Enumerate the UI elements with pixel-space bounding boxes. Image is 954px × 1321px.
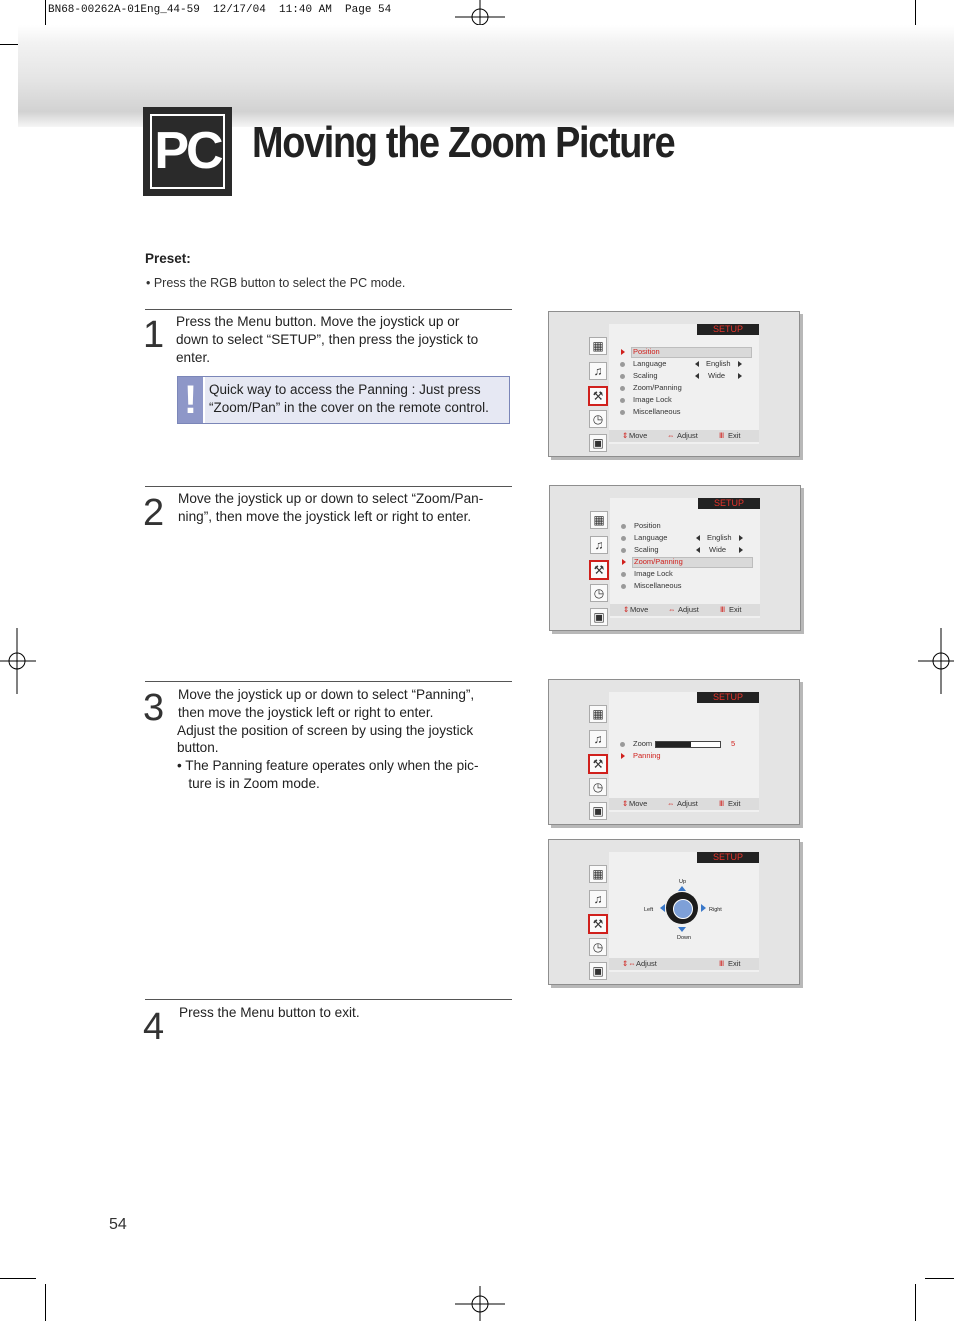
step-text xyxy=(179,1004,360,1022)
adjust-icon: ⇔ xyxy=(667,799,675,808)
osd-screen-4 xyxy=(548,839,800,985)
move-icon: ⇕ xyxy=(622,799,629,808)
pip-icon: ▣ xyxy=(589,802,607,820)
arrow-right-icon xyxy=(701,904,706,912)
step-line: Press the Menu button. Move the joystick up or xyxy=(176,314,460,329)
clock-icon: ◷ xyxy=(590,584,608,602)
step-text xyxy=(176,313,478,366)
step-line: • The Panning feature operates only when the pic- xyxy=(177,758,479,774)
adjust-icon: ⇔ xyxy=(668,605,676,614)
step-divider xyxy=(145,309,512,310)
joystick-up-label: Up xyxy=(679,879,687,885)
menu-item-zoom-panning[interactable]: Zoom/Panning xyxy=(609,382,759,394)
osd-screen-3 xyxy=(548,679,800,825)
joystick-down-label: Down xyxy=(677,935,692,941)
step-line: Move the joystick up or down to select “Zoom/Pan- xyxy=(178,491,484,506)
menu-item-image-lock[interactable]: Image Lock xyxy=(609,394,759,406)
adjust-icon: ⇕⇔ xyxy=(622,959,636,968)
registration-mark-right xyxy=(918,628,954,694)
move-icon: ⇕ xyxy=(623,605,630,614)
page-number: 54 xyxy=(109,1216,127,1233)
menu-item-position[interactable]: Position xyxy=(609,346,759,358)
pip-icon: ▣ xyxy=(589,962,607,980)
osd-screen-1 xyxy=(548,311,800,457)
menu-item-scaling[interactable]: Scaling Wide xyxy=(610,544,760,556)
note-line: Quick way to access the Panning : Just press xyxy=(209,382,481,397)
menu-item-language[interactable]: Language English xyxy=(610,532,760,544)
picture-icon: ▦ xyxy=(590,511,608,529)
step-line: Press the Menu button to exit. xyxy=(179,1005,360,1020)
osd-header: SETUP xyxy=(697,852,759,863)
preset-bullet: • Press the RGB button to select the PC mode. xyxy=(146,276,406,290)
step-line: Adjust the position of screen by using the joystick xyxy=(177,722,474,738)
sound-icon: ♫ xyxy=(589,890,607,908)
osd-footer: ⇕ Move ⇔ Adjust Ⅲ Exit xyxy=(609,798,759,810)
exclamation-icon: ! xyxy=(178,377,205,423)
section-badge-label: PC xyxy=(150,114,225,189)
pip-icon: ▣ xyxy=(589,434,607,452)
note-box xyxy=(177,376,510,424)
setup-icon: ⚒ xyxy=(588,386,608,406)
clock-icon: ◷ xyxy=(589,410,607,428)
crop-mark xyxy=(915,1284,916,1321)
step-line: Move the joystick up or down to select “Panning”, xyxy=(178,687,475,702)
section-badge xyxy=(143,107,232,196)
clock-icon: ◷ xyxy=(589,938,607,956)
step-number: 2 xyxy=(143,492,165,534)
registration-mark-bottom xyxy=(455,1286,505,1321)
sound-icon: ♫ xyxy=(590,536,608,554)
exit-icon: Ⅲ xyxy=(719,431,725,440)
osd-footer: ⇕ Move ⇔ Adjust Ⅲ Exit xyxy=(609,430,759,442)
preset-label: Preset: xyxy=(145,251,191,266)
sound-icon: ♫ xyxy=(589,362,607,380)
exit-icon: Ⅲ xyxy=(719,959,725,968)
step-line: button. xyxy=(177,740,219,756)
picture-icon: ▦ xyxy=(589,705,607,723)
picture-icon: ▦ xyxy=(589,865,607,883)
clock-icon: ◷ xyxy=(589,778,607,796)
menu-item-panning[interactable]: Panning xyxy=(609,750,759,762)
arrow-up-icon xyxy=(678,886,686,891)
joystick-right-label: Right xyxy=(709,907,722,913)
step-number: 1 xyxy=(143,314,165,356)
sound-icon: ♫ xyxy=(589,730,607,748)
exit-icon: Ⅲ xyxy=(720,605,726,614)
menu-item-miscellaneous[interactable]: Miscellaneous xyxy=(610,580,760,592)
note-text xyxy=(209,381,489,417)
osd-menu-panel xyxy=(609,324,759,444)
menu-item-position[interactable]: Position xyxy=(610,520,760,532)
crop-mark xyxy=(925,1278,954,1279)
arrow-down-icon xyxy=(678,927,686,932)
step-line: then move the joystick left or right to enter. xyxy=(178,704,434,720)
osd-header: SETUP xyxy=(697,324,759,335)
setup-icon: ⚒ xyxy=(588,754,608,774)
setup-icon: ⚒ xyxy=(588,914,608,934)
zoom-value: 5 xyxy=(731,739,736,748)
menu-item-zoom[interactable]: Zoom 5 xyxy=(609,738,759,750)
menu-item-scaling[interactable]: Scaling Wide xyxy=(609,370,759,382)
move-icon: ⇕ xyxy=(622,431,629,440)
crop-mark xyxy=(0,1278,36,1279)
joystick-icon[interactable] xyxy=(666,892,698,924)
registration-mark-left xyxy=(0,628,36,694)
step-line: ning”, then move the joystick left or right to enter. xyxy=(178,508,472,524)
adjust-icon: ⇔ xyxy=(667,431,675,440)
step-line: enter. xyxy=(176,349,211,365)
osd-menu-panel xyxy=(610,498,760,618)
menu-item-miscellaneous[interactable]: Miscellaneous xyxy=(609,406,759,418)
step-text xyxy=(177,686,479,793)
zoom-level-fill xyxy=(656,742,691,747)
menu-item-language[interactable]: Language English xyxy=(609,358,759,370)
step-line: down to select “SETUP”, then press the joystick to xyxy=(176,331,479,347)
step-divider xyxy=(145,681,512,682)
menu-item-zoom-panning[interactable]: Zoom/Panning xyxy=(610,556,760,568)
step-number: 3 xyxy=(143,687,165,729)
setup-icon: ⚒ xyxy=(589,560,609,580)
osd-menu-panel xyxy=(609,852,759,972)
zoom-level-bar[interactable] xyxy=(655,741,721,748)
osd-menu-panel xyxy=(609,692,759,812)
step-text xyxy=(178,490,483,526)
osd-header: SETUP xyxy=(698,498,760,509)
menu-item-image-lock[interactable]: Image Lock xyxy=(610,568,760,580)
osd-footer: ⇕ Move ⇔ Adjust Ⅲ Exit xyxy=(610,604,760,616)
step-line: ture is in Zoom mode. xyxy=(177,775,320,791)
step-divider xyxy=(145,486,512,487)
page-title: Moving the Zoom Picture xyxy=(252,118,675,167)
joystick-left-label: Left xyxy=(644,907,654,913)
osd-footer: ⇕⇔ Adjust Ⅲ Exit xyxy=(609,958,759,970)
picture-icon: ▦ xyxy=(589,337,607,355)
step-number: 4 xyxy=(143,1006,165,1048)
pip-icon: ▣ xyxy=(590,608,608,626)
osd-screen-2 xyxy=(549,485,801,631)
crop-mark xyxy=(45,1284,46,1321)
osd-header: SETUP xyxy=(697,692,759,703)
step-divider xyxy=(145,999,512,1000)
print-slug: BN68-00262A-01Eng_44-59 12/17/04 11:40 AM Page 54 xyxy=(48,4,392,16)
arrow-left-icon xyxy=(660,904,665,912)
note-line: “Zoom/Pan” in the cover on the remote control. xyxy=(209,400,489,415)
exit-icon: Ⅲ xyxy=(719,799,725,808)
